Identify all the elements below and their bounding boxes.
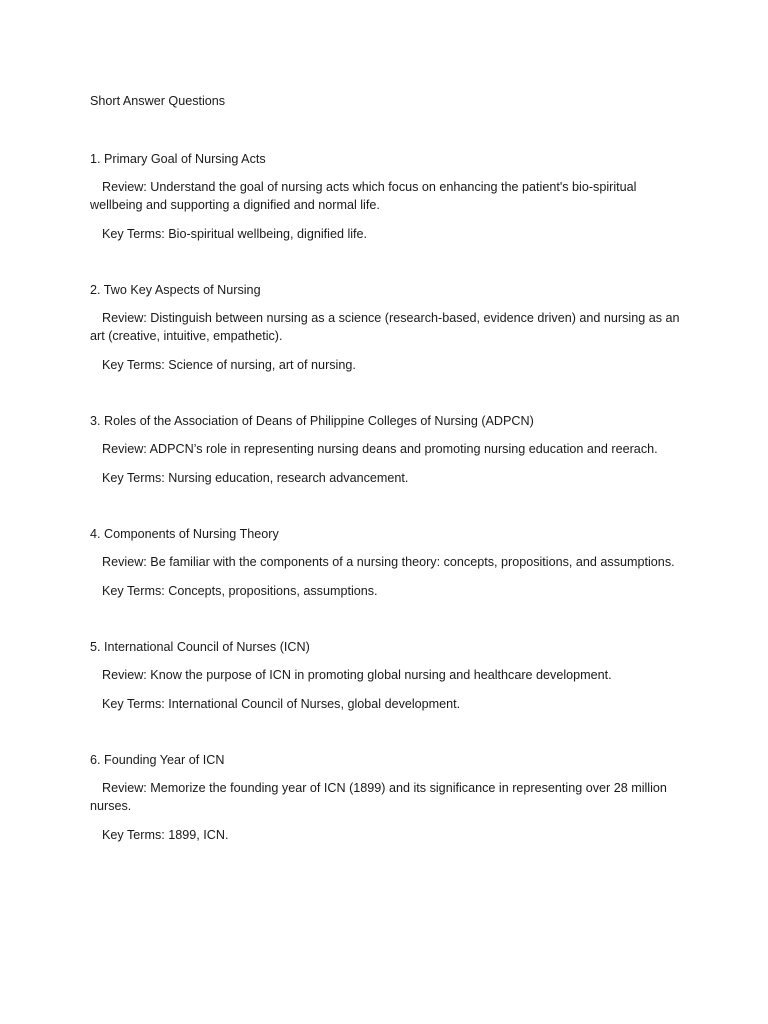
question-heading: 3. Roles of the Association of Deans of Philippine Colleges of Nursing (ADPCN) — [90, 414, 534, 428]
key-terms-text: Key Terms: 1899, ICN. — [102, 828, 229, 842]
document-title: Short Answer Questions — [90, 94, 226, 108]
question-section — [90, 412, 690, 487]
question-heading: 2. Two Key Aspects of Nursing — [90, 283, 261, 297]
key-terms-text: Key Terms: Science of nursing, art of nursing. — [102, 358, 356, 372]
key-terms-text: Key Terms: Concepts, propositions, assumptions. — [102, 584, 378, 598]
review-text: Review: Be familiar with the components of a nursing theory: concepts, propositions, and assumptions. — [102, 555, 675, 569]
review-text: Review: ADPCN’s role in representing nursing deans and promoting nursing education and reerach. — [102, 442, 658, 456]
question-section — [90, 751, 690, 844]
document-page — [90, 92, 690, 855]
key-terms-text: Key Terms: Nursing education, research advancement. — [102, 471, 409, 485]
question-section — [90, 281, 690, 374]
question-section — [90, 638, 690, 713]
question-section — [90, 150, 690, 243]
question-section — [90, 525, 690, 600]
question-heading: 5. International Council of Nurses (ICN) — [90, 640, 310, 654]
review-text: Review: Understand the goal of nursing acts which focus on enhancing the patient's bio-spiritual wellbeing and supporting a dignified and normal life. — [90, 180, 637, 212]
question-heading: 6. Founding Year of ICN — [90, 753, 225, 767]
key-terms-text: Key Terms: International Council of Nurses, global development. — [102, 697, 461, 711]
review-text: Review: Distinguish between nursing as a science (research-based, evidence driven) and nursing as an art (creative, intuitive, empathetic). — [90, 311, 680, 343]
key-terms-text: Key Terms: Bio-spiritual wellbeing, dignified life. — [102, 227, 368, 241]
question-heading: 1. Primary Goal of Nursing Acts — [90, 152, 266, 166]
review-text: Review: Know the purpose of ICN in promoting global nursing and healthcare development. — [102, 668, 612, 682]
review-text: Review: Memorize the founding year of ICN (1899) and its significance in representing over 28 million nurses. — [90, 781, 667, 813]
question-heading: 4. Components of Nursing Theory — [90, 527, 279, 541]
